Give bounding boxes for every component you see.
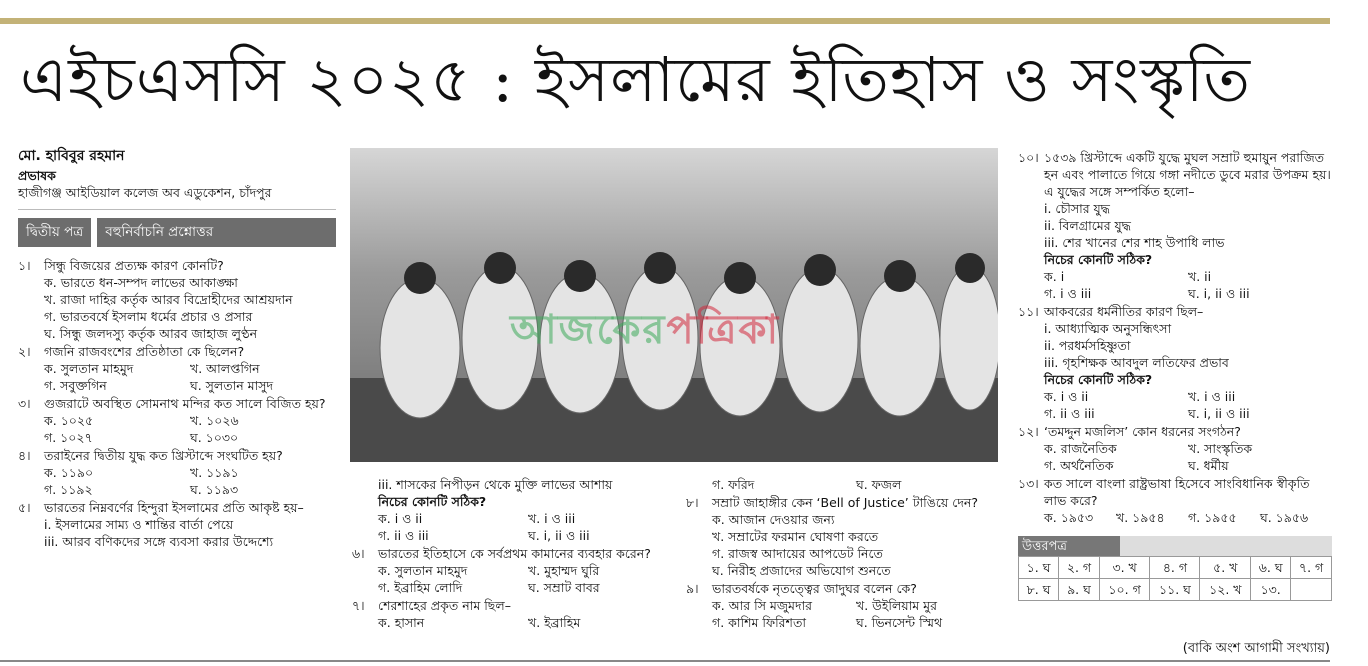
answer-cell: ১০. গ xyxy=(1099,579,1150,601)
option: ঘ. ১০৩০ xyxy=(190,430,239,445)
answer-row xyxy=(1019,579,1332,601)
column-1 xyxy=(18,148,336,550)
answer-cell: ২. গ xyxy=(1059,557,1100,579)
question xyxy=(1018,149,1332,200)
option: খ. i ও iii xyxy=(1188,389,1236,404)
option: ক. ভারতে ধন-সম্পদ লাভের আকাঙ্ক্ষা xyxy=(44,275,238,290)
option-row xyxy=(1018,405,1332,422)
option-row xyxy=(1018,440,1332,457)
option-row: গ. ii ও iii ঘ. i, ii ও iii xyxy=(378,528,590,543)
option: ঘ. i, ii ও iii xyxy=(1188,406,1250,421)
option: ক. আজান দেওয়ার জন্য xyxy=(712,512,835,527)
option: ক. i xyxy=(1044,269,1065,284)
option: iii. শাসকের নিপীড়ন থেকে মুক্তি লাভের আশায় xyxy=(378,477,613,492)
option: গ. অর্থনৈতিক xyxy=(1044,458,1114,473)
answer-cell: ৩. খ xyxy=(1099,557,1150,579)
question-number: ২। xyxy=(18,344,31,359)
option: গ. ১১৯২ xyxy=(44,482,93,497)
tab-mcq: বহুনির্বাচনি প্রশ্নোত্তর xyxy=(97,218,336,247)
question-list xyxy=(1018,149,1332,526)
option-row xyxy=(18,377,336,394)
option-row xyxy=(18,360,336,377)
watermark-logo: আজকেরপত্রিকা xyxy=(510,307,781,353)
column-4 xyxy=(1018,148,1332,601)
author-role: প্রভাষক xyxy=(18,168,56,183)
answer-cell: ৫. খ xyxy=(1200,557,1251,579)
question xyxy=(1018,303,1332,320)
option: গ. i ও iii xyxy=(1044,286,1092,301)
option: i. চৌসার যুদ্ধ xyxy=(1044,201,1110,216)
option: iii. গৃহশিক্ষক আবদুল লতিফের প্রভাব xyxy=(1044,355,1229,370)
question-text: সিন্ধু বিজয়ের প্রত্যক্ষ কারণ কোনটি? xyxy=(44,258,224,273)
answer-cell: ১৩. xyxy=(1251,579,1291,601)
question: ৭। শেরশাহের প্রকৃত নাম ছিল– xyxy=(352,598,511,613)
option: ঘ. সিন্ধু জলদস্যু কর্তৃক আরব জাহাজ লুণ্ঠন xyxy=(44,326,258,341)
option-row xyxy=(18,429,336,446)
divider xyxy=(18,209,336,210)
answer-cell: ৬. ঘ xyxy=(1251,557,1291,579)
question-number: ১৩। xyxy=(1018,476,1039,491)
question-list xyxy=(18,257,336,550)
question-number: ১০। xyxy=(1018,150,1039,165)
question-text: তরাইনের দ্বিতীয় যুদ্ধ কত খ্রিস্টাব্দে সংঘটিত হয়? xyxy=(44,448,283,463)
question xyxy=(18,447,336,464)
question-text: আকবরের ধর্মনীতির কারণ ছিল– xyxy=(1044,304,1204,319)
option-row xyxy=(1018,457,1332,474)
option: i. ইসলামের সাম্য ও শান্তির বার্তা পেয়ে xyxy=(44,517,234,532)
option-row: গ. ফরিদ ঘ. ফজল xyxy=(712,477,902,492)
which-correct: নিচের কোনটি সঠিক? xyxy=(1044,252,1153,267)
bottom-rule xyxy=(0,660,1330,662)
option-row: ক. আর সি মজুমদার খ. উইলিয়াম মুর xyxy=(712,598,938,613)
option: খ. রাজা দাহির কর্তৃক আরব বিদ্রোহীদের আশ্রয়দান xyxy=(44,292,293,307)
answer-row xyxy=(1019,557,1332,579)
answer-table xyxy=(1018,556,1332,601)
question-number: ১। xyxy=(18,258,31,273)
question: ৯। ভারতবর্ষকে নৃতত্ত্বের জাদুঘর বলেন কে? xyxy=(686,581,917,596)
answer-sheet-title: উত্তরপত্র xyxy=(1018,536,1120,556)
option-row xyxy=(18,481,336,498)
question-text: ভারতের নিম্নবর্ণের হিন্দুরা ইসলামের প্রতি আকৃষ্ট হয়– xyxy=(44,500,304,515)
option: iii. আরব বণিকদের সঙ্গে ব্যবসা করার উদ্দেশ্যে xyxy=(44,534,274,549)
option: ঘ. ১৯৫৬ xyxy=(1260,510,1309,525)
question-text: গুজরাটে অবস্থিত সোমনাথ মন্দির কত সালে বিজিত হয়? xyxy=(44,396,326,411)
top-rule xyxy=(0,18,1330,24)
option: ঘ. নিরীহ প্রজাদের অভিযোগ শুনতে xyxy=(712,563,891,578)
option: খ. সম্রাটের ফরমান ঘোষণা করতে xyxy=(712,529,879,544)
question xyxy=(1018,423,1332,440)
question-number: ৪। xyxy=(18,448,31,463)
option: খ. ১৯৫৪ xyxy=(1116,510,1165,525)
option: ii. পরধর্মসহিষ্ণুতা xyxy=(1044,338,1131,353)
answer-cell: ১১. ঘ xyxy=(1150,579,1200,601)
answer-sheet xyxy=(1018,536,1332,601)
option-row xyxy=(1018,388,1332,405)
answer-cell: ১২. খ xyxy=(1200,579,1251,601)
tab-second-paper: দ্বিতীয় পত্র xyxy=(18,218,91,247)
option: ক. সুলতান মাহমুদ xyxy=(44,361,134,376)
option: খ. সাংস্কৃতিক xyxy=(1188,441,1253,456)
question: ৬। ভারতের ইতিহাসে কে সর্বপ্রথম কামানের ব্যবহার করেন? xyxy=(352,546,651,561)
option-row: ক. সুলতান মাহমুদ খ. মুহাম্মদ ঘুরি xyxy=(378,563,600,578)
question-text: ‘তমদ্দুন মজলিস’ কোন ধরনের সংগঠন? xyxy=(1044,424,1241,439)
option-row: গ. কাশিম ফিরিশতা ঘ. ভিনসেন্ট স্মিথ xyxy=(712,615,943,630)
option: খ. ১০২৬ xyxy=(190,413,239,428)
option: i. আধ্যাত্মিক অনুসন্ধিৎসা xyxy=(1044,321,1172,336)
author-institution: হাজীগঞ্জ আইডিয়াল কলেজ অব এডুকেশন, চাঁদপুর xyxy=(18,185,272,200)
answer-sheet-header xyxy=(1018,536,1332,556)
option-row xyxy=(18,412,336,429)
answer-cell: ৭. গ xyxy=(1291,557,1332,579)
question xyxy=(18,395,336,412)
question-text: কত সালে বাংলা রাষ্ট্রভাষা হিসেবে সাংবিধানিক স্বীকৃতি লাভ করে? xyxy=(1044,476,1310,508)
option: ক. ১৯৫৩ xyxy=(1044,510,1094,525)
question-number: ১১। xyxy=(1018,304,1039,319)
option: iii. শের খানের শের শাহ উপাধি লাভ xyxy=(1044,235,1225,250)
answer-cell: ১. ঘ xyxy=(1019,557,1059,579)
option-row xyxy=(1018,509,1332,526)
question-number: ১২। xyxy=(1018,424,1039,439)
which-correct: নিচের কোনটি সঠিক? xyxy=(378,494,487,509)
option: গ. সবুক্তগিন xyxy=(44,378,107,393)
answer-cell: ৮. ঘ xyxy=(1019,579,1059,601)
continued-note: (বাকি অংশ আগামী সংখ্যায়) xyxy=(1182,641,1330,656)
option: ii. বিলগ্রামের যুদ্ধ xyxy=(1044,218,1131,233)
question xyxy=(18,257,336,274)
column-2 xyxy=(352,476,678,631)
author-name: মো. হাবিবুর রহমান xyxy=(18,148,125,164)
page-headline: এইচএসসি ২০২৫ : ইসলামের ইতিহাস ও সংস্কৃতি xyxy=(20,43,1252,116)
answer-cell: ৪. গ xyxy=(1150,557,1200,579)
option: ক. ১১৯০ xyxy=(44,465,94,480)
option-row xyxy=(1018,268,1332,285)
option-row: ক. হাসান খ. ইব্রাহিম xyxy=(378,615,581,630)
option: গ. ভারতবর্ষে ইসলাম ধর্মের প্রচার ও প্রসার xyxy=(44,309,253,324)
which-correct: নিচের কোনটি সঠিক? xyxy=(1044,372,1153,387)
question-number: ৫। xyxy=(18,500,31,515)
question-number: ৩। xyxy=(18,396,31,411)
option: ক. ১০২৫ xyxy=(44,413,94,428)
option: ক. i ও ii xyxy=(1044,389,1089,404)
option-row xyxy=(18,464,336,481)
option-row xyxy=(1018,285,1332,302)
option: ঘ. i, ii ও iii xyxy=(1188,286,1250,301)
answer-cell xyxy=(1291,579,1332,601)
option: খ. আলপ্তগিন xyxy=(190,361,260,376)
news-photo xyxy=(350,148,998,462)
option: গ. ১৯৫৫ xyxy=(1188,510,1237,525)
question: ৮। সম্রাট জাহাঙ্গীর কেন ‘Bell of Justice’ টাঙিয়ে দেন? xyxy=(686,495,978,510)
question xyxy=(18,343,336,360)
column-3 xyxy=(686,476,1000,631)
section-tabs xyxy=(18,218,336,247)
option: খ. ১১৯১ xyxy=(190,465,239,480)
option: গ. ১০২৭ xyxy=(44,430,93,445)
question-text: ১৫৩৯ খ্রিস্টাব্দে একটি যুদ্ধে মুঘল সম্রাট হুমায়ুন পরাজিত হন এবং পালাতে গিয়ে গঙ্গা নদীতে ডুবে মরার উপক্রম হয়। এ যুদ্ধের সঙ্গে সম্পর্কিত হলো– xyxy=(1044,150,1331,199)
option-row: ক. i ও ii খ. i ও iii xyxy=(378,511,576,526)
option: ঘ. ১১৯৩ xyxy=(190,482,239,497)
option: ঘ. ধর্মীয় xyxy=(1188,458,1229,473)
option: খ. ii xyxy=(1188,269,1212,284)
option: ঘ. সুলতান মাসুদ xyxy=(190,378,274,393)
answer-cell: ৯. ঘ xyxy=(1059,579,1100,601)
option-row: গ. ইব্রাহিম লোদি ঘ. সম্রাট বাবর xyxy=(378,580,600,595)
question xyxy=(18,499,336,516)
option: ক. রাজনৈতিক xyxy=(1044,441,1117,456)
option: গ. রাজস্ব আদায়ের আপডেট নিতে xyxy=(712,546,883,561)
option: গ. ii ও iii xyxy=(1044,406,1095,421)
question xyxy=(1018,475,1332,509)
question-text: গজনি রাজবংশের প্রতিষ্ঠাতা কে ছিলেন? xyxy=(44,344,245,359)
